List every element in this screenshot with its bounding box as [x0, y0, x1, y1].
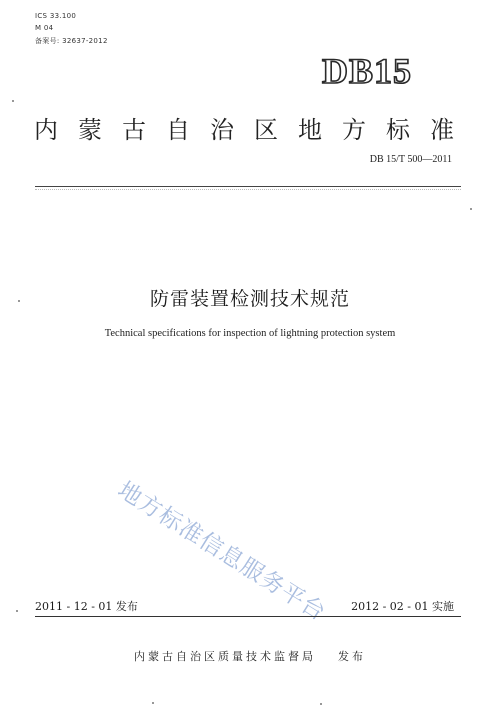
standard-type-char: 蒙	[78, 116, 102, 144]
footer-divider	[35, 616, 461, 617]
scan-speck	[16, 610, 18, 612]
record-number: 备案号: 32637-2012	[35, 37, 108, 45]
issue-date: 2011 - 12 - 01 发布	[35, 600, 138, 613]
category-code: M 04	[35, 24, 54, 32]
ics-code: ICS 33.100	[35, 12, 77, 20]
document-title-chinese: 防雷装置检测技术规范	[149, 288, 350, 310]
implementation-date: 2012 - 02 - 01 实施	[351, 600, 454, 613]
standard-number: DB 15/T 500—2011	[369, 154, 452, 165]
publisher-line	[0, 648, 500, 664]
standard-type-char: 方	[342, 116, 366, 144]
publisher-action: 发布	[338, 650, 366, 663]
document-title-english: Technical specifications for inspection of lightning protection system	[104, 328, 396, 339]
scan-speck	[152, 702, 154, 704]
standard-type-char: 治	[210, 116, 234, 144]
header-divider-dotted	[35, 189, 461, 190]
db15-logo: DB15	[321, 51, 412, 91]
header-divider	[35, 186, 461, 187]
scan-speck	[470, 208, 472, 210]
scan-speck	[12, 100, 14, 102]
standard-type-char: 内	[34, 116, 58, 144]
watermark: 地方标准信息服务平台	[113, 477, 331, 627]
standard-type-char: 地	[298, 116, 322, 144]
standard-type-char: 标	[386, 116, 410, 144]
standard-type-char: 古	[122, 116, 146, 144]
standard-type-char: 自	[166, 116, 190, 144]
scan-speck	[18, 300, 20, 302]
scan-speck	[320, 703, 322, 705]
standard-type-title	[34, 110, 454, 145]
publisher-name: 内蒙古自治区质量技术监督局	[134, 650, 316, 663]
standard-type-char: 区	[254, 116, 278, 144]
standard-type-char: 准	[430, 116, 454, 144]
